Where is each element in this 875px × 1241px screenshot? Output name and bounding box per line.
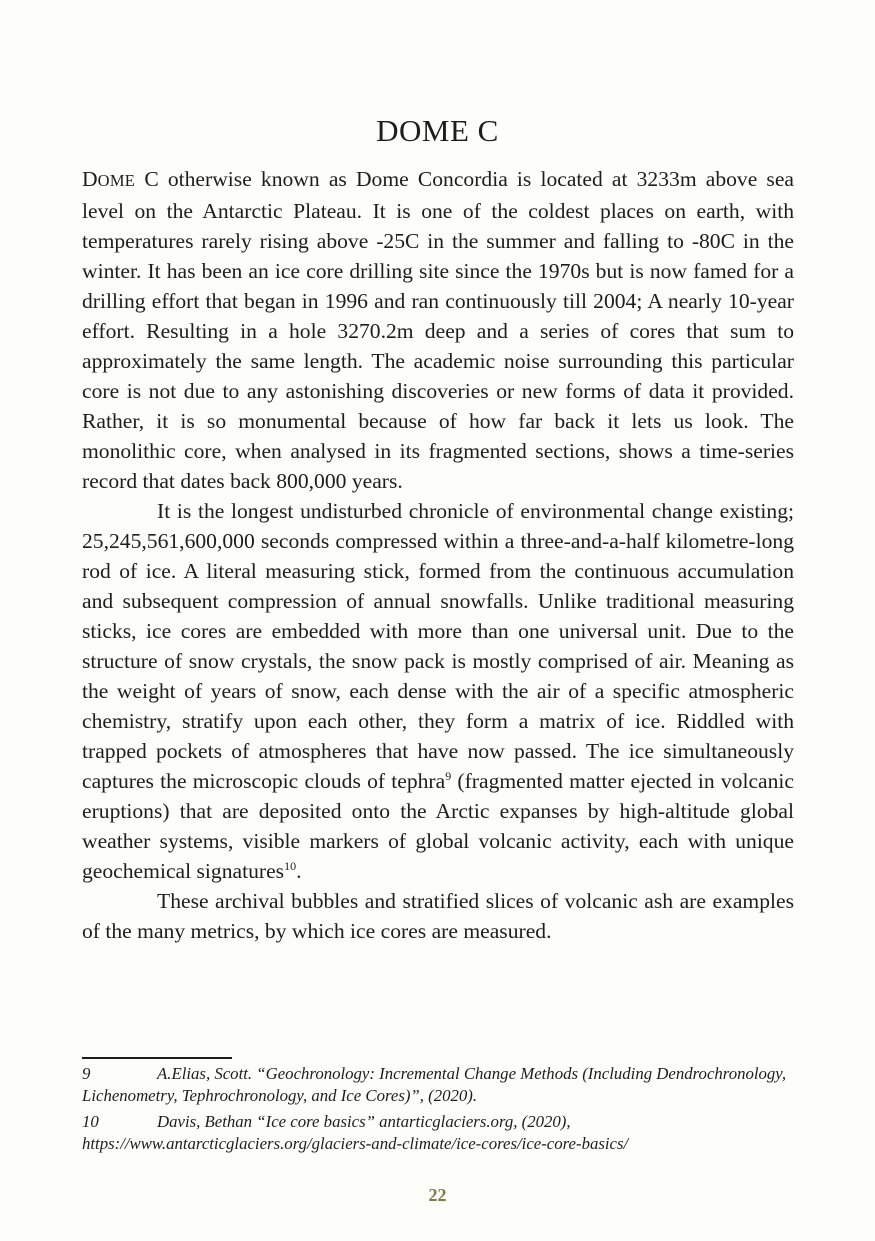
footnote-divider [82, 1057, 232, 1059]
footnotes [82, 1063, 794, 1159]
paragraph-1-smallcaps: OME [97, 171, 136, 190]
footnote-number: 10 [82, 1112, 99, 1131]
paragraph-1 [82, 164, 794, 496]
body-text [82, 164, 794, 946]
footnote-text[interactable]: Davis, Bethan “Ice core basics” antarticglaciers.org, (2020), https://www.antarcticglaciers.org/glaciers-and-climate/ice-cores/ice-core-basics/ [82, 1112, 629, 1153]
paragraph-2-text-middle: (fragmented matter ejected in volcanic eruptions) that are deposited onto the Arctic expanses by high-altitude global weather systems, visible markers of global volcanic activity, each with unique geochemical signatures [82, 769, 794, 883]
paragraph-1-lead: D [82, 167, 98, 191]
footnote-number: 9 [82, 1064, 91, 1083]
paragraph-1-text: C otherwise known as Dome Concordia is located at 3233m above sea level on the Antarctic Plateau. It is one of the coldest places on earth, with temperatures rarely rising above -25C in the summer and falling to -80C in the winter. It has been an ice core drilling site since the 1970s but is now famed for a drilling effort that began in 1996 and ran continuously till 2004; A nearly 10-year effort. Resulting in a hole 3270.2m deep and a series of cores that sum to approximately the same length. The academic noise surrounding this particular core is not due to any astonishing discoveries or new forms of data it provided. Rather, it is so monumental because of how far back it lets us look. The monolithic core, when analysed in its fragmented sections, shows a time-series record that dates back 800,000 years. [82, 167, 794, 493]
paragraph-2-text-before: It is the longest undisturbed chronicle of environmental change existing; 25,245,561,600,000 seconds compressed within a three-and-a-half kilometre-long rod of ice. A literal measuring stick, formed from the continuous accumulation and subsequent compression of annual snowfalls. Unlike traditional measuring sticks, ice cores are embedded with more than one universal unit. Due to the structure of snow crystals, the snow pack is mostly comprised of air. Meaning as the weight of years of snow, each dense with the air of a specific atmospheric chemistry, stratify upon each other, they form a matrix of ice. Riddled with trapped pockets of atmospheres that have now passed. The ice simultaneously captures the microscopic clouds of tephra [82, 499, 794, 793]
footnote-ref-10[interactable]: 10 [284, 859, 297, 873]
footnote-item [82, 1063, 794, 1107]
footnote-ref-9[interactable]: 9 [445, 769, 452, 783]
page-number: 22 [428, 1185, 447, 1205]
footnote-item [82, 1111, 794, 1155]
paragraph-2 [82, 496, 794, 886]
paragraph-3-text: These archival bubbles and stratified slices of volcanic ash are examples of the many metrics, by which ice cores are measured. [82, 889, 794, 943]
chapter-title: DOME C [376, 113, 499, 148]
paragraph-3 [82, 886, 794, 946]
paragraph-2-text-after: . [296, 859, 302, 883]
footnote-text: A.Elias, Scott. “Geochronology: Incremental Change Methods (Including Dendrochronology, Lichenometry, Tephrochronology, and Ice Cores)”, (2020). [82, 1064, 787, 1105]
